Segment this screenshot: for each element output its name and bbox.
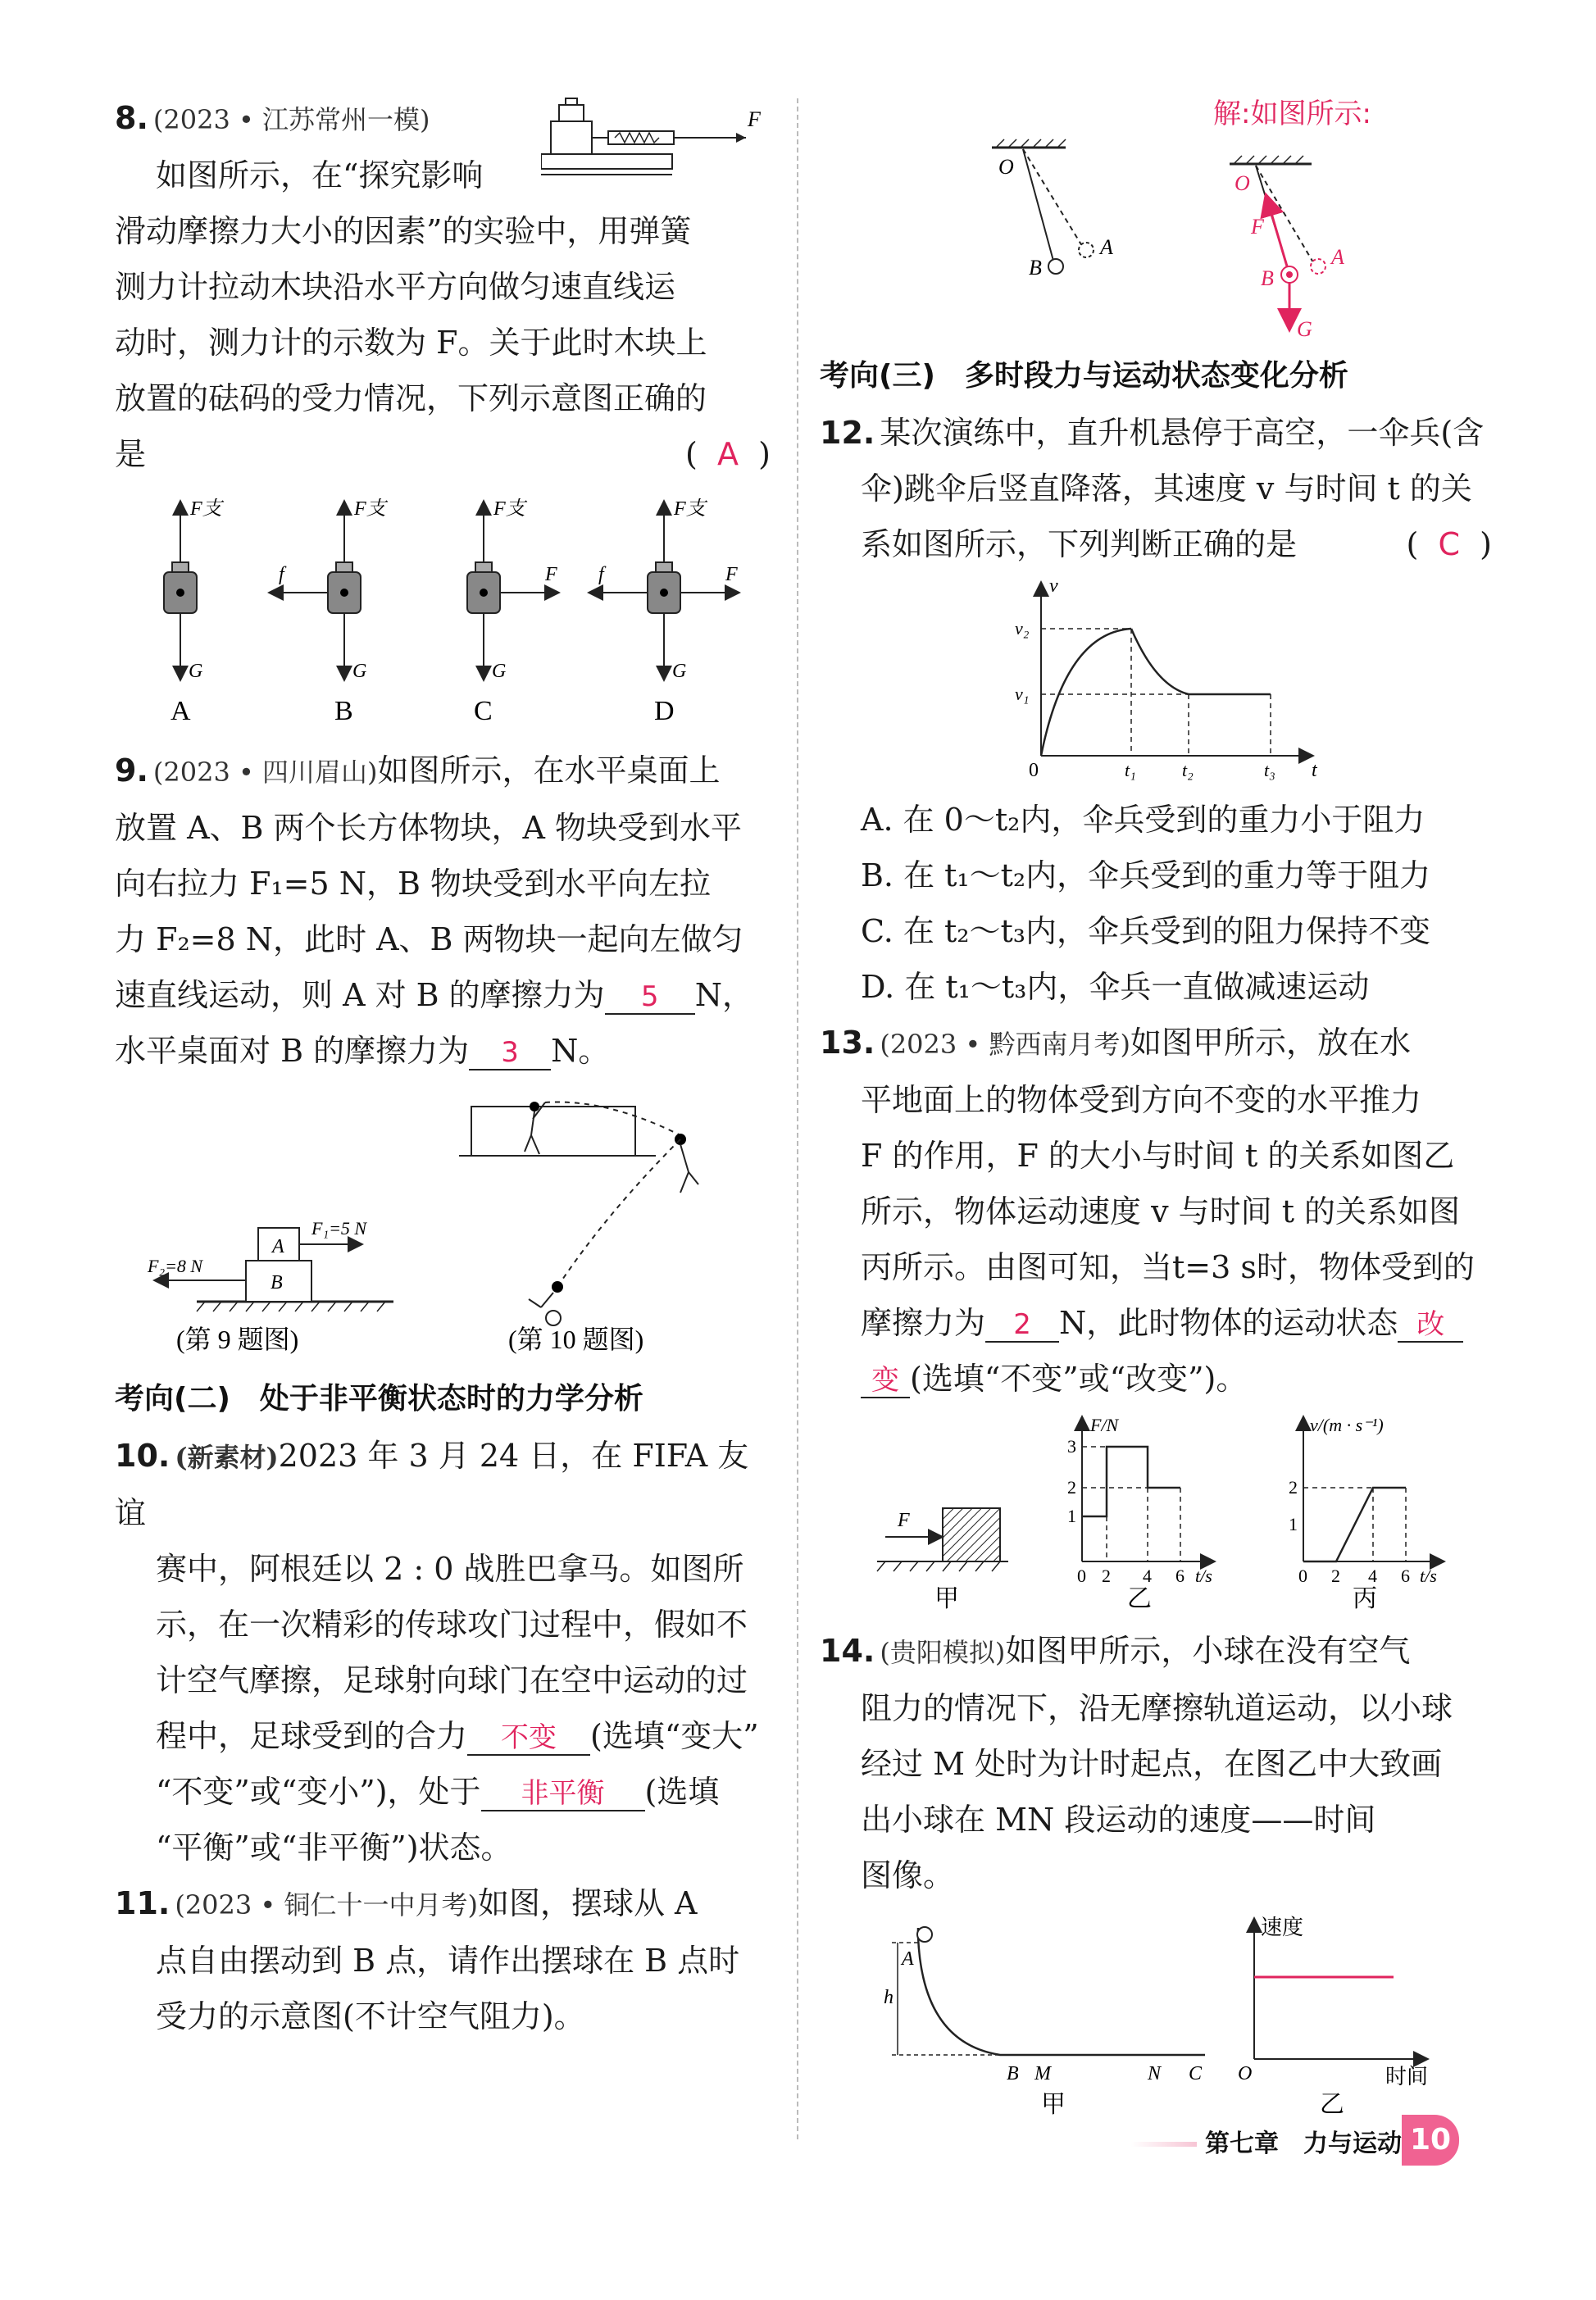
q12-answer: C xyxy=(1438,526,1460,562)
q10-number: 10. xyxy=(115,1438,171,1474)
q11-fig-A: A xyxy=(1100,235,1113,259)
q12-curve-fall xyxy=(1131,629,1271,694)
q8-b-bottom-label: G xyxy=(352,661,367,682)
q13-yi-xtick-4: 4 xyxy=(1143,1566,1152,1586)
q13-yi-xtick-0: 0 xyxy=(1077,1566,1086,1586)
q14-line-4: 出小球在 MN 段运动的速度——时间 xyxy=(861,1802,1376,1838)
q13-yi-xlabel: t/s xyxy=(1195,1566,1212,1586)
q14-fig-speed: 速度 xyxy=(1261,1916,1304,1939)
q14-figures xyxy=(820,1911,1492,2125)
q8-d-bottom-label: G xyxy=(672,661,687,682)
question-10 xyxy=(115,1428,771,1875)
q10-goal xyxy=(471,1107,635,1156)
q9-caption: (第 9 题图) xyxy=(176,1325,299,1354)
q14-fig-h: h xyxy=(884,1987,893,2008)
q12-v1-label: v₁ xyxy=(1015,684,1030,704)
q10-answer-2[interactable]: 非平衡 xyxy=(481,1777,645,1811)
q9-line-5-unit: N， xyxy=(694,977,753,1013)
q14-fig-O: O xyxy=(1238,2063,1253,2084)
q8-option-d[interactable] xyxy=(590,498,738,726)
q14-fig-B: B xyxy=(1007,2063,1019,2084)
q13-yi-xtick-6: 6 xyxy=(1175,1566,1184,1586)
question-8 xyxy=(115,90,771,731)
q9-source: (2023 • 四川眉山) xyxy=(152,757,378,788)
q12-option-b[interactable]: B. 在 t₁～t₂内，伞兵受到的重力等于阻力 xyxy=(861,857,1431,893)
q10-line-5 xyxy=(115,1708,771,1764)
q14-line-3: 经过 M 处时为计时起点，在图乙中大致画 xyxy=(861,1746,1443,1782)
q9-line-4: 力 F₂=8 N，此时 A、B 两物块一起向左做匀 xyxy=(115,921,743,957)
q10-line-4: 计空气摩擦，足球射向球门在空中运动的过 xyxy=(156,1662,748,1698)
q13-box xyxy=(943,1508,1000,1561)
q8-label-F: F xyxy=(748,107,761,131)
q13-figures xyxy=(820,1410,1492,1615)
q8-apparatus-figure xyxy=(541,97,771,187)
q9-label-f2: F₂=8 N xyxy=(148,1256,203,1276)
q9-label-f1: F₁=5 N xyxy=(311,1218,367,1239)
q9-label-b: B xyxy=(271,1272,283,1293)
q13-source: (2023 • 黔西南月考) xyxy=(880,1029,1130,1060)
q8-d-right-label: F xyxy=(725,564,738,585)
q12-origin-label: 0 xyxy=(1029,760,1039,781)
q11-line-1-text: 如图，摆球从 A xyxy=(477,1885,698,1921)
q11-sol-G: G xyxy=(1297,317,1312,341)
q12-y-label: v xyxy=(1049,575,1058,597)
q14-fig-yi xyxy=(1238,1916,1428,2118)
q12-answer-paren xyxy=(1406,516,1492,572)
q8-paren-close: ) xyxy=(758,436,771,472)
q10-line-2: 赛中，阿根廷以 2 : 0 战胜巴拿马。如图所 xyxy=(156,1551,744,1587)
q12-v2-label: v₂ xyxy=(1015,618,1030,639)
q9-answer-1[interactable]: 5 xyxy=(605,980,695,1015)
q13-fig-jia xyxy=(877,1508,1008,1612)
q8-block xyxy=(551,121,592,154)
q13-line-2: 平地面上的物体受到方向不变的水平推力 xyxy=(861,1082,1422,1118)
question-14 xyxy=(820,1623,1492,2128)
q8-line-6-text: 是 xyxy=(115,436,147,472)
q12-line-3 xyxy=(820,516,1492,572)
q12-curve-rise xyxy=(1041,629,1131,756)
q9-label-a: A xyxy=(272,1236,284,1257)
q12-paren-open: ( xyxy=(1406,526,1419,562)
q11-sol-A: A xyxy=(1331,245,1344,269)
q10-answer-1[interactable]: 不变 xyxy=(467,1721,590,1756)
q8-c-label: C xyxy=(474,696,493,726)
q8-b-label: B xyxy=(334,696,353,726)
page-footer xyxy=(1131,2115,1476,2172)
q13-line-6-mid: N，此时物体的运动状态 xyxy=(1059,1305,1398,1341)
q13-jia-F: F xyxy=(898,1510,910,1531)
q8-d-label: D xyxy=(654,696,675,726)
q8-line-3: 测力计拉动木块沿水平方向做匀速直线运 xyxy=(115,269,676,305)
q13-line-3: F 的作用，F 的大小与时间 t 的关系如图乙 xyxy=(861,1138,1455,1174)
question-12 xyxy=(820,405,1492,1015)
q9-line-6-text: 水平桌面对 B 的摩擦力为 xyxy=(115,1033,470,1069)
q13-yi-ylabel: F/N xyxy=(1090,1415,1119,1435)
q9-line-5-text: 速直线运动，则 A 对 B 的摩擦力为 xyxy=(115,977,605,1013)
q13-yi-xtick-2: 2 xyxy=(1102,1566,1111,1586)
q10-line-7: “平衡”或“非平衡”)状态。 xyxy=(156,1830,512,1866)
q13-bing-label: 丙 xyxy=(1353,1585,1377,1612)
q8-line-1: 如图所示，在“探究影响 xyxy=(156,157,484,193)
q13-bing-xtick-2: 2 xyxy=(1331,1566,1340,1586)
q11-fig-B: B xyxy=(1029,256,1042,280)
q11-problem-figure xyxy=(992,139,1113,280)
q10-caption: (第 10 题图) xyxy=(508,1325,644,1354)
q12-vt-graph xyxy=(820,575,1492,789)
q9-line-1-text: 如图所示，在水平桌面上 xyxy=(377,752,721,789)
page-number: 10 xyxy=(1402,2115,1459,2166)
q14-track xyxy=(918,1928,1205,2055)
q8-d-left-label: f xyxy=(598,564,604,585)
q10-line-1-text: 2023 年 3 月 24 日，在 FIFA 友谊 xyxy=(115,1438,749,1531)
q13-yi-ytick-2: 2 xyxy=(1067,1477,1076,1498)
section-2-title: 考向(二) 处于非平衡状态时的力学分析 xyxy=(115,1382,643,1416)
q10-line-3: 示，在一次精彩的传球攻门过程中，假如不 xyxy=(156,1607,748,1643)
question-13 xyxy=(820,1015,1492,1618)
q9-q10-figures xyxy=(115,1090,771,1361)
q14-fig-jia xyxy=(884,1927,1205,2118)
q9-line-1 xyxy=(115,743,771,800)
q10-line-6 xyxy=(115,1764,771,1820)
q13-line-4: 所示，物体运动速度 v 与时间 t 的关系如图 xyxy=(861,1193,1461,1230)
q11-line-2: 点自由摆动到 B 点，请作出摆球在 B 点时 xyxy=(156,1943,740,1979)
q12-x-label: t xyxy=(1312,760,1317,781)
q9-number: 9. xyxy=(115,752,148,789)
q13-jia-label: 甲 xyxy=(934,1585,959,1612)
q12-option-c[interactable]: C. 在 t₂～t₃内，伞兵受到的阻力保持不变 xyxy=(861,913,1430,949)
q13-bing-line xyxy=(1303,1488,1406,1561)
q13-line-6-text: 摩擦力为 xyxy=(861,1305,986,1341)
q8-c-right-label: F xyxy=(545,564,557,585)
q14-fig-C: C xyxy=(1189,2063,1203,2084)
q8-option-c[interactable] xyxy=(467,498,557,726)
q8-a-bottom-label: G xyxy=(189,661,203,682)
q11-source: (2023 • 铜仁十一中月考) xyxy=(175,1889,478,1920)
q14-line-1-text: 如图甲所示，小球在没有空气 xyxy=(1005,1633,1411,1669)
q13-bing-xtick-6: 6 xyxy=(1401,1566,1410,1586)
column-divider xyxy=(797,98,798,2139)
q13-bing-ylabel: v/(m · s⁻¹) xyxy=(1310,1415,1384,1435)
q8-b-left-label: f xyxy=(279,564,284,585)
q13-line-5: 丙所示。由图可知，当t=3 s时，物体受到的 xyxy=(861,1249,1475,1285)
q13-line-7 xyxy=(820,1351,1492,1407)
question-9 xyxy=(115,743,771,1364)
q14-source: (贵阳模拟) xyxy=(880,1637,1006,1668)
q11-sol-F: F xyxy=(1251,215,1264,239)
section-3-title: 考向(三) 多时段力与运动状态变化分析 xyxy=(820,359,1348,393)
q8-line-6 xyxy=(115,426,771,482)
q13-yi-line xyxy=(1082,1447,1180,1516)
q11-line-1 xyxy=(115,1875,771,1933)
q14-fig-M: M xyxy=(1034,2063,1051,2084)
q10-tag: (新素材) xyxy=(175,1442,279,1473)
q9-answer-2[interactable]: 3 xyxy=(469,1036,551,1070)
q12-paren-close: ) xyxy=(1480,526,1492,562)
q10-line-5-text: 程中，足球受到的合力 xyxy=(156,1718,468,1754)
q8-weight xyxy=(559,105,584,121)
q14-number: 14. xyxy=(820,1633,875,1669)
q8-b-top-label: F支 xyxy=(354,498,386,520)
q14-jia-label: 甲 xyxy=(1041,2091,1066,2118)
right-column xyxy=(820,90,1492,2128)
q13-line-6 xyxy=(820,1295,1492,1351)
q13-answer-1[interactable]: 2 xyxy=(985,1308,1059,1343)
q13-fig-bing xyxy=(1289,1415,1443,1612)
q8-c-bottom-label: G xyxy=(492,661,507,682)
q13-yi-label: 乙 xyxy=(1127,1585,1152,1612)
q8-line-4: 动时，测力计的示数为 F。关于此时木块上 xyxy=(115,325,707,361)
q8-answer-paren xyxy=(685,426,771,482)
q13-yi-ytick-1: 1 xyxy=(1067,1506,1076,1526)
q8-a-top-label: F支 xyxy=(190,498,222,520)
q8-answer: A xyxy=(717,436,739,472)
q13-fig-yi xyxy=(1067,1415,1213,1612)
q9-line-6 xyxy=(115,1023,771,1079)
q12-line-1-text: 某次演练中，直升机悬停于高空，一伞兵(含 xyxy=(880,415,1485,451)
q8-spring-scale xyxy=(608,131,674,144)
q11-sol-B: B xyxy=(1261,266,1274,290)
q12-option-d[interactable]: D. 在 t₁～t₃内，伞兵一直做减速运动 xyxy=(861,969,1370,1005)
q14-line-1 xyxy=(820,1623,1492,1680)
q13-bing-xtick-0: 0 xyxy=(1298,1566,1307,1586)
q13-answer-2b[interactable]: 变 xyxy=(861,1364,910,1398)
q13-bing-ytick-2: 2 xyxy=(1289,1477,1298,1498)
q8-a-label: A xyxy=(171,696,191,726)
q8-option-b[interactable] xyxy=(271,498,389,726)
q13-bing-xlabel: t/s xyxy=(1420,1566,1437,1586)
q10-line-1 xyxy=(115,1428,771,1541)
q11-sol-O: O xyxy=(1235,171,1250,195)
q12-number: 12. xyxy=(820,415,875,451)
q10-soccer-figure xyxy=(459,1102,698,1354)
q14-fig-A: A xyxy=(902,1948,914,1970)
left-column xyxy=(115,90,771,2044)
q12-option-a[interactable]: A. 在 0～t₂内，伞兵受到的重力小于阻力 xyxy=(861,802,1425,838)
q14-line-2: 阻力的情况下，沿无摩擦轨道运动，以小球 xyxy=(861,1690,1453,1726)
q12-line-2: 伞)跳伞后竖直降落，其速度 v 与时间 t 的关 xyxy=(861,470,1472,507)
question-11 xyxy=(115,1875,771,2044)
q8-options-figure xyxy=(115,490,754,728)
footer-chapter: 第七章 力与运动 xyxy=(1197,2123,1410,2159)
q8-d-top-label: F支 xyxy=(674,498,706,520)
q10-line-6-text: “不变”或“变小”)，处于 xyxy=(156,1774,481,1810)
q9-line-2: 放置 A、B 两个长方体物块，A 物块受到水平 xyxy=(115,810,743,846)
q9-line-5 xyxy=(115,967,771,1023)
q8-paren-open: ( xyxy=(685,436,698,472)
q13-line-1 xyxy=(820,1015,1492,1072)
q12-line-1 xyxy=(820,405,1492,461)
q14-yi-label: 乙 xyxy=(1320,2091,1344,2118)
q12-t1-label: t₁ xyxy=(1125,760,1136,780)
q8-line-2: 滑动摩擦力大小的因素”的实验中，用弹簧 xyxy=(115,213,692,249)
q14-fig-N: N xyxy=(1148,2063,1162,2084)
q12-t3-label: t₃ xyxy=(1264,760,1275,780)
q12-t2-label: t₂ xyxy=(1182,760,1194,780)
q11-solution-label: 解:如图所示: xyxy=(1213,98,1371,130)
q9-blocks-figure xyxy=(147,1218,393,1354)
q8-line-5: 放置的砝码的受力情况，下列示意图正确的 xyxy=(115,380,707,416)
q13-answer-2a[interactable]: 改 xyxy=(1398,1308,1463,1343)
q14-line-5: 图像。 xyxy=(861,1857,955,1893)
q14-ball-icon xyxy=(917,1927,932,1942)
q13-number: 13. xyxy=(820,1025,875,1061)
q13-bing-xtick-4: 4 xyxy=(1368,1566,1377,1586)
q8-option-a[interactable] xyxy=(164,498,225,726)
q9-line-6-unit: N。 xyxy=(551,1033,610,1069)
q10-line-6-post: (选填 xyxy=(644,1774,720,1810)
q9-line-3: 向右拉力 F₁=5 N，B 物块受到水平向左拉 xyxy=(115,866,712,902)
q8-number: 8. xyxy=(115,100,148,136)
q11-fig-O: O xyxy=(998,155,1014,179)
q13-line-1-text: 如图甲所示，放在水 xyxy=(1130,1025,1411,1061)
q12-line-3-text: 系如图所示，下列判断正确的是 xyxy=(861,526,1298,562)
q8-c-top-label: F支 xyxy=(493,498,525,520)
q13-bing-ytick-1: 1 xyxy=(1289,1514,1298,1534)
q11-number: 11. xyxy=(115,1885,171,1921)
q10-line-5-post: (选填“变大” xyxy=(590,1718,759,1754)
q8-source: (2023 • 江苏常州一模) xyxy=(152,104,430,135)
q14-fig-time: 时间 xyxy=(1385,2065,1429,2089)
q11-line-3: 受力的示意图(不计空气阻力)。 xyxy=(156,1998,585,2034)
q11-solution-figure xyxy=(1213,98,1371,341)
q13-yi-ytick-3: 3 xyxy=(1067,1436,1076,1457)
q13-line-7-text: (选填“不变”或“改变”)。 xyxy=(910,1361,1248,1397)
q11-pendulum-figures xyxy=(820,82,1492,344)
